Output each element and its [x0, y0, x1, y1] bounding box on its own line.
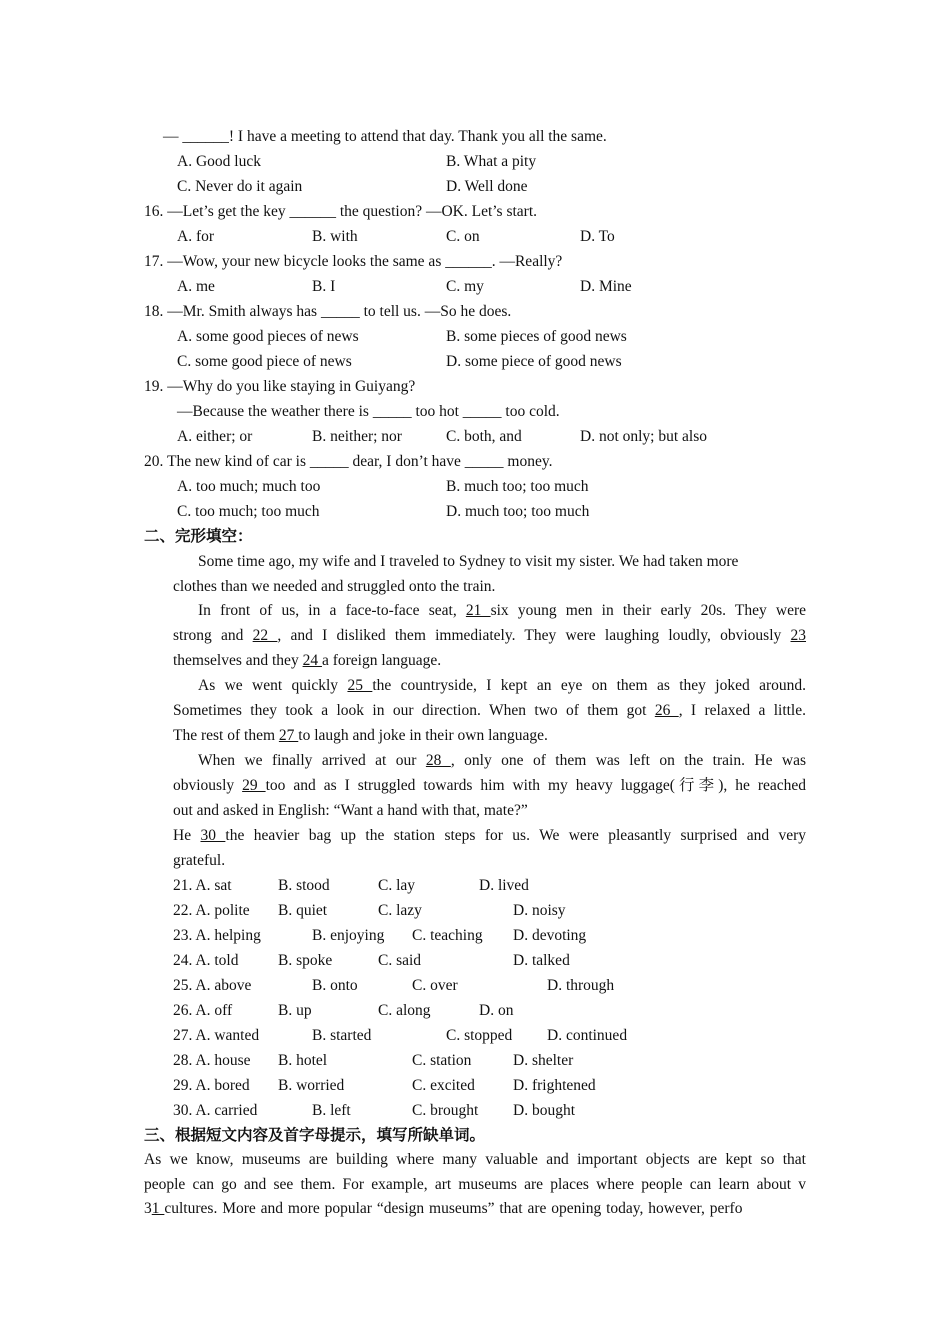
- passage-p4-line1: [173, 751, 806, 771]
- blank-26: 26: [654, 702, 679, 719]
- choice-29-a: 29. A. bored: [173, 1077, 250, 1094]
- q15-option-a: A. Good luck: [177, 153, 261, 170]
- choice-29-c: C. excited: [412, 1077, 475, 1094]
- text-segment: cultures. More and more popular “design museums” that are opening today, however, perfo: [164, 1200, 743, 1217]
- choice-25-a: 25. A. above: [173, 977, 252, 994]
- blank-27: 27: [278, 727, 299, 744]
- passage-p3-line1: [173, 676, 806, 696]
- choice-28-d: D. shelter: [513, 1052, 574, 1069]
- choice-23-a: 23. A. helping: [173, 927, 261, 944]
- q16-option-c: C. on: [446, 228, 480, 245]
- text-segment: 3: [144, 1200, 152, 1217]
- q17-option-d: D. Mine: [580, 278, 632, 295]
- q16-option-b: B. with: [312, 228, 358, 245]
- text-segment: the heavier bag up the station steps for us. We were pleasantly surprised and very: [225, 827, 807, 844]
- text-segment: to laugh and joke in their own language.: [298, 727, 548, 744]
- passage-p1-line2: clothes than we needed and struggled onto the train.: [173, 578, 496, 595]
- choice-21-d: D. lived: [479, 877, 529, 894]
- choice-26-a: 26. A. off: [173, 1002, 233, 1019]
- text-segment: The rest of them: [173, 727, 276, 744]
- q19-option-c: C. both, and: [446, 428, 522, 445]
- q20-option-b: B. much too; too much: [446, 478, 589, 495]
- choice-22-d: D. noisy: [513, 902, 566, 919]
- text-segment: the countryside, I kept an eye on them as they joked around.: [372, 677, 807, 694]
- q16-stem: 16. —Let’s get the key ______ the question? —OK. Let’s start.: [144, 203, 538, 220]
- text-segment: , only one of them was left on the train. He was: [450, 752, 807, 769]
- choice-30-d: D. bought: [513, 1102, 575, 1119]
- q18-option-d: D. some piece of good news: [446, 353, 622, 370]
- choice-21-c: C. lay: [378, 877, 416, 894]
- passage-p4-line3: out and asked in English: “Want a hand with that, mate?”: [173, 802, 528, 819]
- choice-28-c: C. station: [412, 1052, 472, 1069]
- blank-29: 29: [242, 777, 266, 794]
- q15-option-d: D. Well done: [446, 178, 528, 195]
- text-segment: themselves and they: [173, 652, 299, 669]
- choice-25-c: C. over: [412, 977, 458, 994]
- text-segment: obviously: [173, 777, 235, 794]
- blank-22: 22: [252, 627, 278, 644]
- q17-stem: 17. —Wow, your new bicycle looks the same as ______. —Really?: [144, 253, 563, 270]
- q18-option-c: C. some good piece of news: [177, 353, 352, 370]
- q18-option-b: B. some pieces of good news: [446, 328, 627, 345]
- q20-stem: 20. The new kind of car is _____ dear, I don’t have _____ money.: [144, 453, 553, 470]
- passage-p3-line3: [173, 726, 548, 746]
- passage-p5-line2: grateful.: [173, 852, 226, 869]
- text-segment: , I relaxed a little.: [678, 702, 806, 719]
- choice-23-c: C. teaching: [412, 927, 483, 944]
- choice-27-b: B. started: [312, 1027, 372, 1044]
- section-3-line1: As we know, museums are building where many valuable and important objects are kept so that: [144, 1151, 806, 1168]
- choice-27-a: 27. A. wanted: [173, 1027, 260, 1044]
- choice-26-d: D. on: [479, 1002, 514, 1019]
- blank-28: 28: [425, 752, 451, 769]
- choice-27-d: D. continued: [547, 1027, 628, 1044]
- choice-23-b: B. enjoying: [312, 927, 385, 944]
- choice-29-d: D. frightened: [513, 1077, 596, 1094]
- section-2-heading: 二、完形填空：: [144, 528, 253, 545]
- q18-option-a: A. some good pieces of news: [177, 328, 359, 345]
- q19-option-a: A. either; or: [177, 428, 253, 445]
- text-segment: Sometimes they took a look in our direction. When two of them got: [173, 702, 647, 719]
- passage-p5-line1: [173, 826, 806, 846]
- q15-reply: — ______! I have a meeting to attend that day. Thank you all the same.: [163, 128, 607, 145]
- q17-option-c: C. my: [446, 278, 484, 295]
- section-3-line3: [144, 1199, 742, 1219]
- passage-p1-line1: Some time ago, my wife and I traveled to Sydney to visit my sister. We had taken more: [198, 553, 739, 570]
- choice-25-d: D. through: [547, 977, 615, 994]
- section-3-heading: 三、根据短文内容及首字母提示，填写所缺单词。: [144, 1127, 486, 1144]
- choice-22-b: B. quiet: [278, 902, 328, 919]
- q19-stem: 19. —Why do you like staying in Guiyang?: [144, 378, 416, 395]
- blank-21: 21: [465, 602, 491, 619]
- q20-option-a: A. too much; much too: [177, 478, 321, 495]
- blank-30: 30: [200, 827, 226, 844]
- choice-29-b: B. worried: [278, 1077, 345, 1094]
- q20-option-c: C. too much; too much: [177, 503, 320, 520]
- text-segment: In front of us, in a face-to-face seat,: [198, 602, 457, 619]
- text-segment: When we finally arrived at our: [198, 752, 417, 769]
- q17-option-b: B. I: [312, 278, 336, 295]
- text-segment: , and I disliked them immediately. They were laughing loudly, obviously: [277, 627, 782, 644]
- choice-30-a: 30. A. carried: [173, 1102, 258, 1119]
- passage-p2-line2: [173, 626, 806, 646]
- choice-21-a: 21. A. sat: [173, 877, 232, 894]
- text-segment: six young men in their early 20s. They were: [490, 602, 807, 619]
- choice-23-d: D. devoting: [513, 927, 587, 944]
- choice-27-c: C. stopped: [446, 1027, 513, 1044]
- choice-30-b: B. left: [312, 1102, 351, 1119]
- passage-p2-line3: [173, 651, 441, 671]
- blank-23: 23: [790, 627, 807, 644]
- q16-option-a: A. for: [177, 228, 215, 245]
- q15-option-b: B. What a pity: [446, 153, 537, 170]
- text-segment: too and as I struggled towards him with my heavy luggage(行李), he reached: [265, 777, 807, 794]
- section-3-line2: people can go and see them. For example, art museums are places where people can learn about v: [144, 1176, 806, 1193]
- choice-21-b: B. stood: [278, 877, 330, 894]
- q19-option-d: D. not only; but also: [580, 428, 708, 445]
- choice-28-a: 28. A. house: [173, 1052, 251, 1069]
- choice-24-b: B. spoke: [278, 952, 333, 969]
- choice-24-c: C. said: [378, 952, 422, 969]
- choice-26-c: C. along: [378, 1002, 431, 1019]
- text-segment: He: [173, 827, 192, 844]
- q16-option-d: D. To: [580, 228, 615, 245]
- choice-24-d: D. talked: [513, 952, 570, 969]
- blank-24: 24: [302, 652, 322, 669]
- blank-25: 25: [347, 677, 373, 694]
- text-segment: strong and: [173, 627, 244, 644]
- choice-24-a: 24. A. told: [173, 952, 239, 969]
- passage-p2-line1: [173, 601, 806, 621]
- passage-p3-line2: [173, 701, 806, 721]
- choice-26-b: B. up: [278, 1002, 312, 1019]
- blank-31: 1: [151, 1200, 165, 1217]
- choice-25-b: B. onto: [312, 977, 358, 994]
- q18-stem: 18. —Mr. Smith always has _____ to tell us. —So he does.: [144, 303, 512, 320]
- q15-option-c: C. Never do it again: [177, 178, 303, 195]
- q19-option-b: B. neither; nor: [312, 428, 402, 445]
- text-segment: a foreign language.: [321, 652, 442, 669]
- choice-30-c: C. brought: [412, 1102, 479, 1119]
- choice-28-b: B. hotel: [278, 1052, 328, 1069]
- q20-option-d: D. much too; too much: [446, 503, 590, 520]
- q19-stem-response: —Because the weather there is _____ too hot _____ too cold.: [177, 403, 560, 420]
- choice-22-a: 22. A. polite: [173, 902, 250, 919]
- q17-option-a: A. me: [177, 278, 215, 295]
- choice-22-c: C. lazy: [378, 902, 422, 919]
- passage-p4-line2: [173, 776, 806, 796]
- text-segment: As we went quickly: [198, 677, 339, 694]
